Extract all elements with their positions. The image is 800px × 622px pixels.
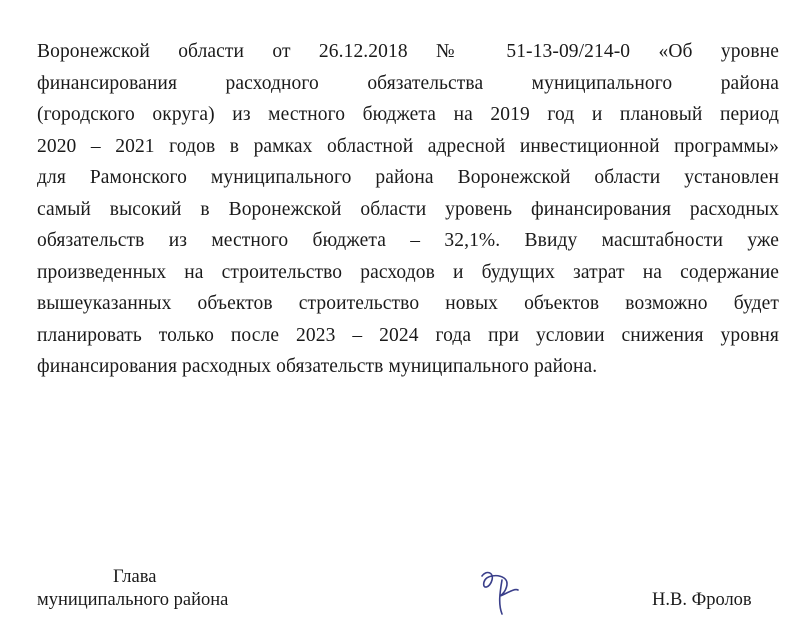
handwritten-signature <box>476 566 524 618</box>
paragraph-line: произведенных на строительство расходов и будущих затрат на содержание <box>37 261 779 283</box>
paragraph-line: финансирования расходного обязательства муниципального района <box>37 72 779 94</box>
paragraph-line: (городского округа) из местного бюджета на 2019 год и плановый период <box>37 104 779 125</box>
paragraph-line: самый высокий в Воронежской области уровень финансирования расходных <box>37 198 779 220</box>
paragraph-line: вышеуказанных объектов строительство новых объектов возможно будет <box>37 293 779 314</box>
paragraph-line: обязательств из местного бюджета – 32,1%. Ввиду масштабности уже <box>37 230 779 251</box>
paragraph-line: Воронежской области от 26.12.2018 № 51-13-09/214-0 «Об уровне <box>37 41 779 62</box>
paragraph-line: 2020 – 2021 годов в рамках областной адресной инвестиционной программы» <box>37 135 779 157</box>
paragraph-line: финансирования расходных обязательств муниципального района. <box>37 356 598 377</box>
paragraph-line: планировать только после 2023 – 2024 года при условии снижения уровня <box>37 324 779 346</box>
signature-role: муниципального района <box>37 590 229 610</box>
paragraph-line: для Рамонского муниципального района Воронежской области установлен <box>37 167 779 188</box>
signatory-name: Н.В. Фролов <box>652 590 752 610</box>
document-paragraph <box>37 36 779 383</box>
signature-title: Глава <box>113 567 157 587</box>
